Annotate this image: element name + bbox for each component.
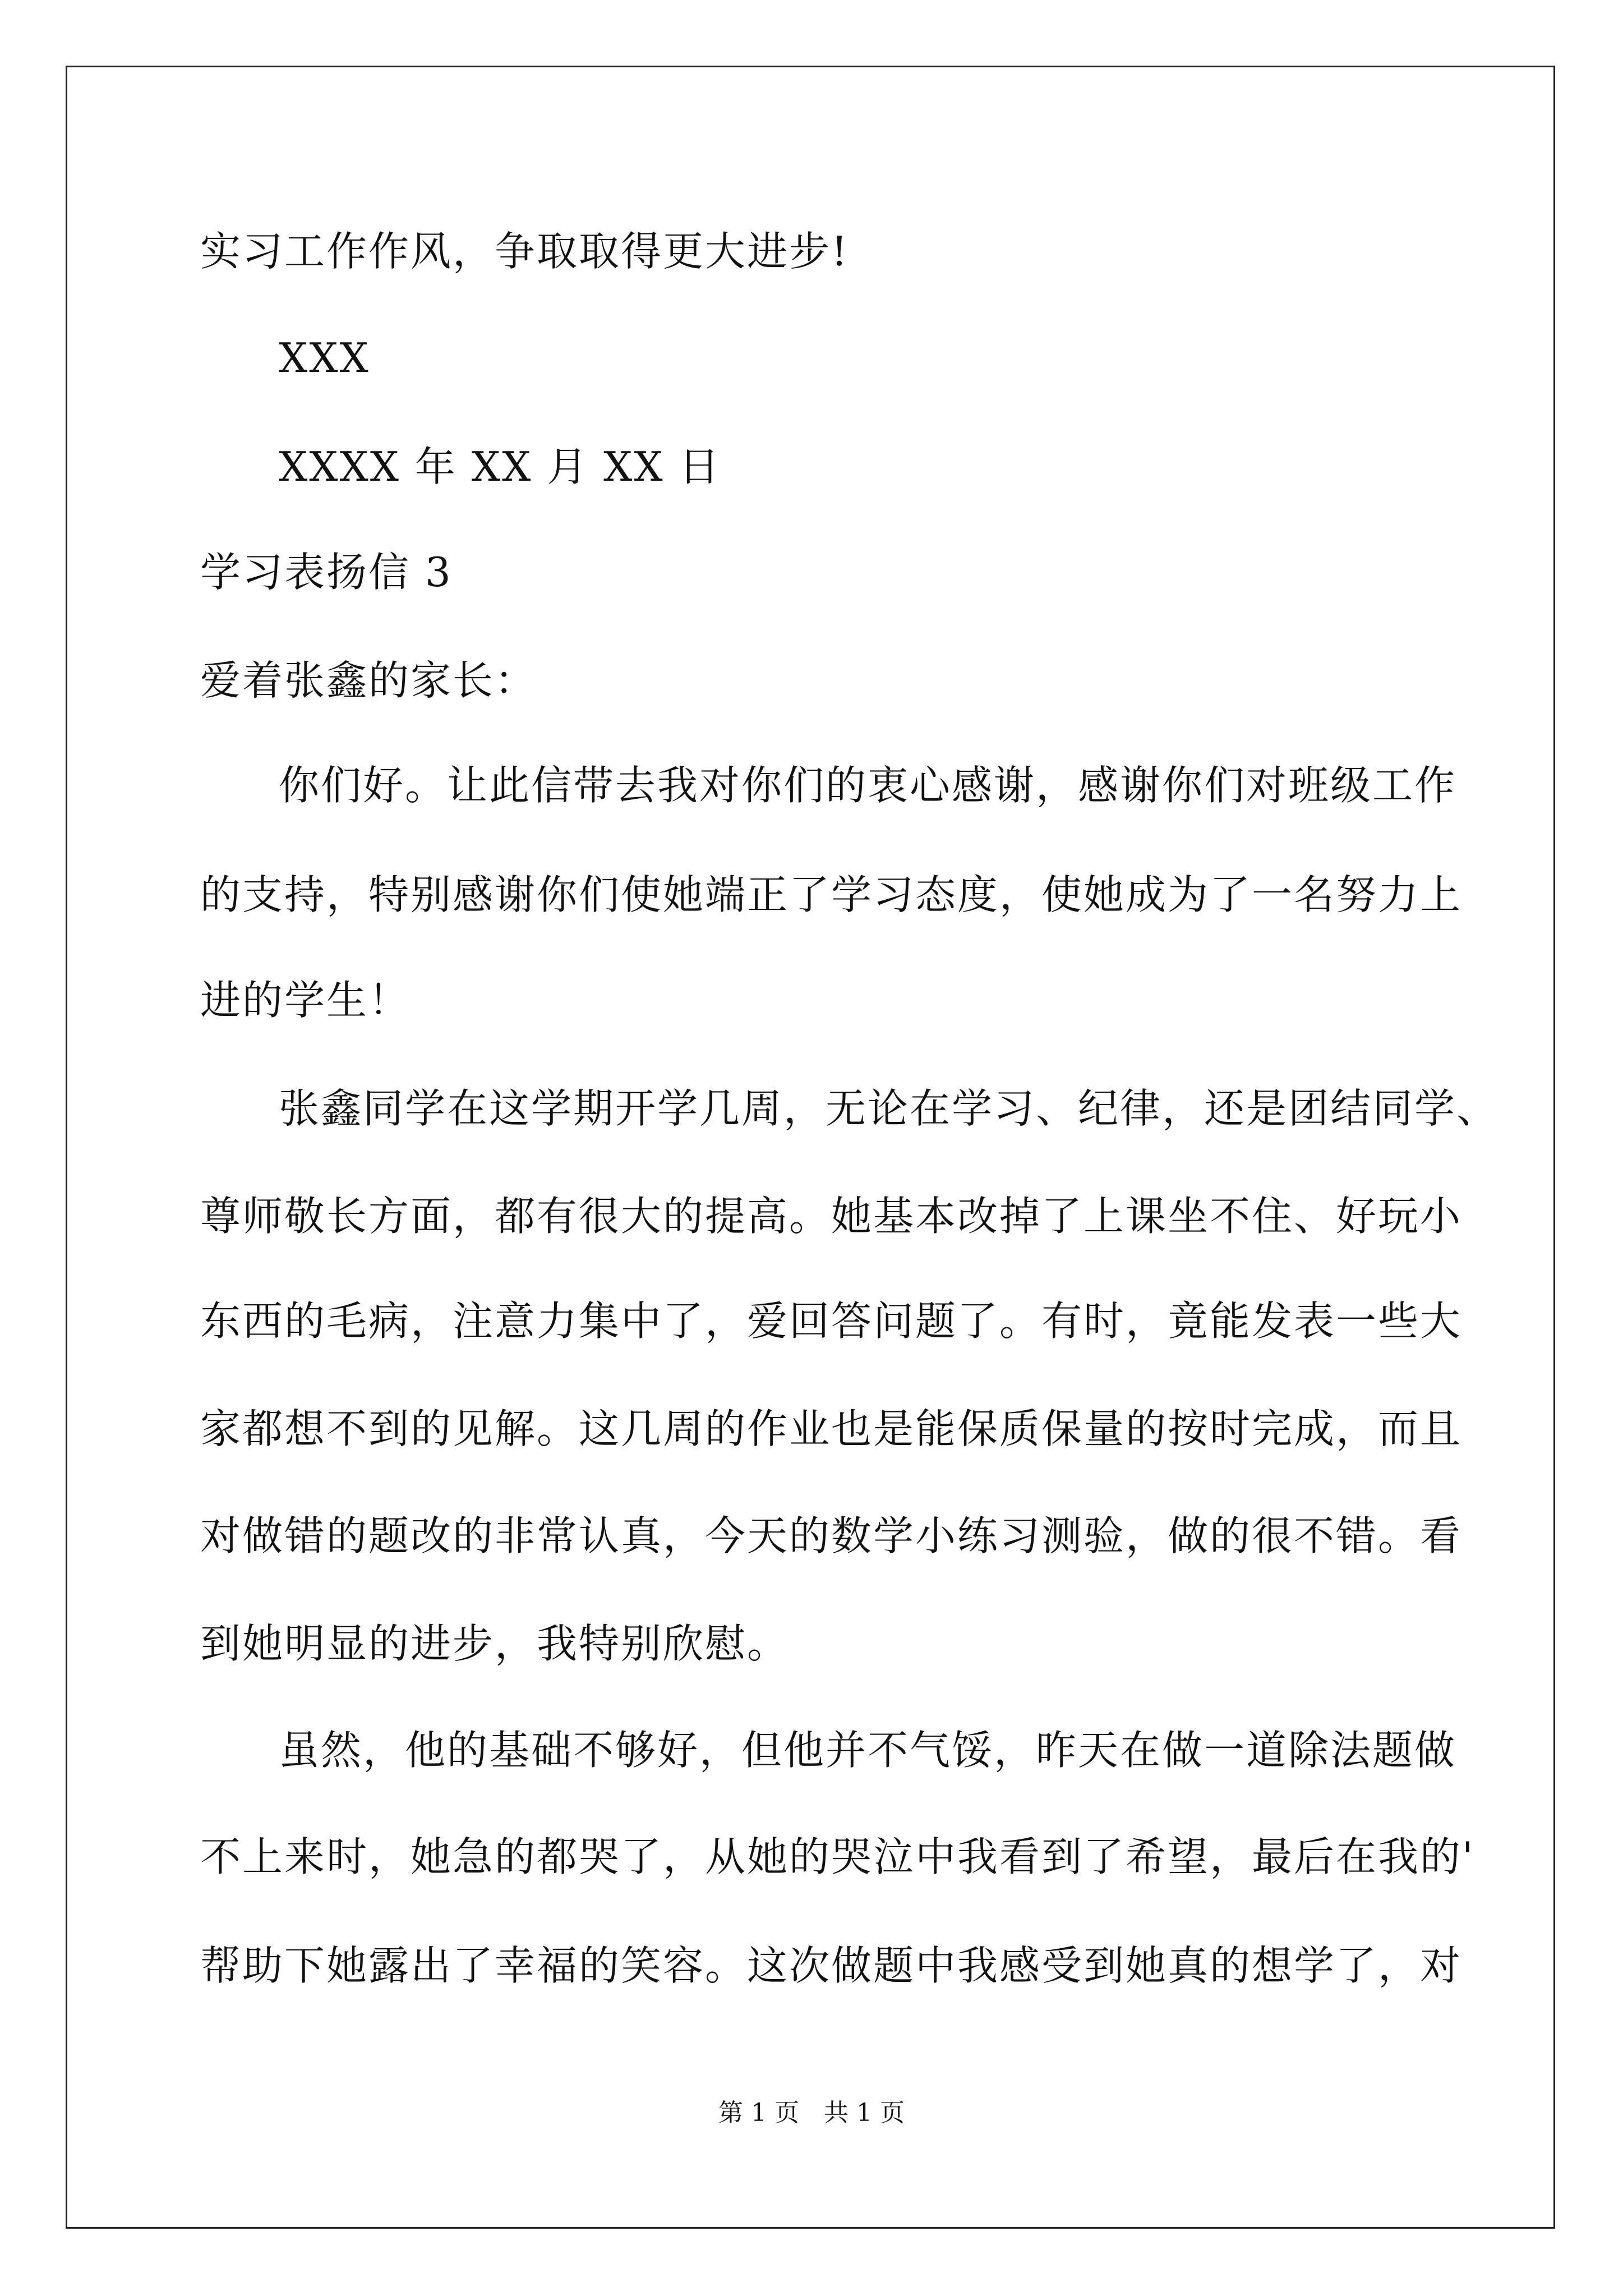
signature-name: XXX [279,334,370,381]
signature-date: XXXX 年 XX 月 XX 日 [279,443,721,490]
page-border [66,66,1555,2229]
text-line: 你们好。让此信带去我对你们的衷心感谢，感谢你们对班级工作 [279,762,1457,809]
text-line: 虽然，他的基础不够好，但他并不气馁，昨天在做一道除法题做 [279,1727,1457,1774]
text-line: 尊师敬长方面，都有很大的提高。她基本改掉了上课坐不住、好玩小 [200,1193,1463,1240]
text-line: 到她明显的进步，我特别欣慰。 [200,1620,790,1667]
text-line: 家都想不到的见解。这几周的作业也是能保质保量的按时完成，而且 [200,1405,1463,1452]
text-line: 进的学生！ [200,977,411,1024]
text-line: 不上来时，她急的都哭了，从她的哭泣中我看到了希望，最后在我的' [200,1833,1475,1880]
text-line: 实习工作作风，争取取得更大进步! [200,228,849,275]
salutation: 爱着张鑫的家长： [200,657,537,704]
text-line: 帮助下她露出了幸福的笑容。这次做题中我感受到她真的想学了，对 [200,1942,1463,1989]
text-line: 的支持，特别感谢你们使她端正了学习态度，使她成为了一名努力上 [200,871,1463,918]
text-line: 对做错的题改的非常认真，今天的数学小练习测验，做的很不错。看 [200,1512,1463,1559]
text-line: 东西的毛病，注意力集中了，爱回答问题了。有时，竟能发表一些大 [200,1297,1463,1345]
text-line: 张鑫同学在这学期开学几周，无论在学习、纪律，还是团结同学、 [279,1085,1499,1132]
section-title: 学习表扬信 3 [200,549,453,596]
page-number: 第 1 页 共 1 页 [718,2099,905,2127]
